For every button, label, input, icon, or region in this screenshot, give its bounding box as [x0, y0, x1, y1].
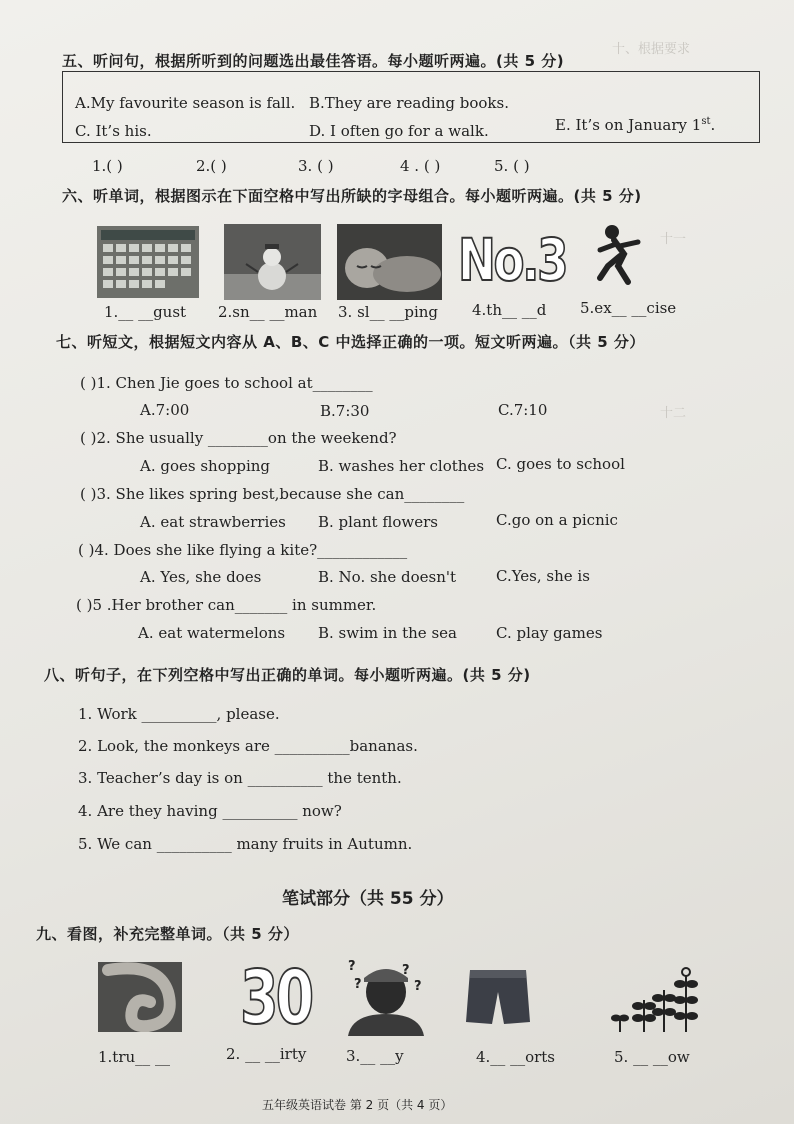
q5-option-a[interactable]: A. eat watermelons: [138, 624, 286, 642]
option-e: E. It’s on January 1st.: [555, 116, 716, 134]
section8-title: 八、听句子，在下列空格中写出正确的单词。每小题听两遍。(共 5 分): [44, 666, 531, 684]
q1-option-a[interactable]: A.7:00: [140, 401, 190, 419]
written-part-heading: 笔试部分（共 55 分）: [282, 889, 454, 909]
answer-blank-2[interactable]: 2.( ): [196, 157, 227, 175]
sentence-2[interactable]: 2. Look, the monkeys are __________bananas.: [78, 737, 418, 755]
snowman-image: [224, 224, 321, 300]
sentence-3[interactable]: 3. Teacher’s day is on __________ the tenth.: [78, 769, 402, 787]
word-blank-4[interactable]: 4.th__ __d: [472, 301, 547, 319]
sentence-4[interactable]: 4. Are they having __________ now?: [78, 802, 342, 820]
sleeping-baby-image: [337, 224, 442, 300]
svg-text:?: ?: [402, 963, 410, 978]
number-thirty-image: 30: [240, 955, 312, 1041]
q4-option-c[interactable]: C.Yes, she is: [496, 567, 590, 585]
answer-options-box: [62, 71, 760, 143]
section5-title: 五、听问句，根据所听到的问题选出最佳答语。每小题听两遍。(共 5 分): [62, 52, 565, 70]
question-5: ( )5 .Her brother can_______ in summer.: [76, 596, 377, 614]
exercise-runner-image: [590, 222, 650, 290]
q3-option-b[interactable]: B. plant flowers: [318, 513, 438, 531]
question-1: ( )1. Chen Jie goes to school at________: [80, 374, 373, 392]
answer-blank-5[interactable]: 5. ( ): [494, 157, 530, 175]
q3-option-a[interactable]: A. eat strawberries: [140, 513, 286, 531]
answer-blank-1[interactable]: 1.( ): [92, 157, 123, 175]
answer-blank-4[interactable]: 4 . ( ): [400, 157, 441, 175]
picture-word-5[interactable]: 5. __ __ow: [614, 1048, 690, 1066]
q4-option-b[interactable]: B. No. she doesn't: [318, 568, 457, 586]
q2-option-c[interactable]: C. goes to school: [496, 455, 625, 473]
calendar-image: [97, 226, 199, 298]
q2-option-b[interactable]: B. washes her clothes: [318, 457, 485, 475]
q3-option-c[interactable]: C.go on a picnic: [496, 511, 618, 529]
word-blank-2[interactable]: 2.sn__ __man: [218, 303, 318, 321]
number-three-image: No.3: [458, 226, 567, 294]
answer-blank-3[interactable]: 3. ( ): [298, 157, 334, 175]
option-b: B.They are reading books.: [309, 94, 509, 112]
svg-text:?: ?: [354, 977, 362, 992]
word-blank-3[interactable]: 3. sl__ __ping: [338, 303, 439, 321]
picture-word-3[interactable]: 3.__ __y: [346, 1047, 404, 1065]
sentence-1[interactable]: 1. Work __________, please.: [78, 705, 280, 723]
picture-word-4[interactable]: 4.__ __orts: [476, 1048, 556, 1066]
q5-option-c[interactable]: C. play games: [496, 624, 603, 642]
question-3: ( )3. She likes spring best,because she can________: [80, 485, 465, 503]
option-d: D. I often go for a walk.: [309, 122, 489, 140]
q4-option-a[interactable]: A. Yes, she does: [140, 568, 262, 586]
page-footer: 五年级英语试卷 第 2 页（共 4 页）: [262, 1098, 453, 1112]
question-4: ( )4. Does she like flying a kite?____________: [78, 541, 408, 559]
growing-plants-image: [608, 962, 698, 1034]
svg-text:?: ?: [414, 979, 422, 994]
option-c: C. It’s his.: [75, 122, 152, 140]
elephant-trunk-image: [98, 962, 182, 1032]
section6-title: 六、听单词，根据图示在下面空格中写出所缺的字母组合。每小题听两遍。(共 5 分): [62, 187, 642, 205]
sentence-5[interactable]: 5. We can __________ many fruits in Autumn.: [78, 835, 413, 853]
word-blank-1[interactable]: 1.__ __gust: [104, 303, 187, 321]
q1-option-b[interactable]: B.7:30: [320, 402, 370, 420]
picture-word-1[interactable]: 1.tru__ __: [98, 1048, 170, 1066]
question-2: ( )2. She usually ________on the weekend?: [80, 429, 397, 447]
shorts-image: [464, 966, 532, 1028]
option-a: A.My favourite season is fall.: [75, 94, 296, 112]
svg-text:?: ?: [348, 959, 356, 974]
section9-title: 九、看图，补充完整单词。（共 5 分）: [36, 925, 299, 943]
picture-word-2[interactable]: 2. __ __irty: [226, 1045, 307, 1063]
thinking-boy-image: [342, 956, 426, 1036]
word-blank-5[interactable]: 5.ex__ __cise: [580, 299, 677, 317]
section7-title: 七、听短文，根据短文内容从 A、B、C 中选择正确的一项。短文听两遍。（共 5 分）: [56, 333, 645, 351]
q2-option-a[interactable]: A. goes shopping: [140, 457, 270, 475]
exam-page: 十、根据要求 十一 十二 五、听问句，根据所听到的问题选出最佳答语。每小题听两遍。(共 5 分) A.My favourite season is fall. B.They are reading books. C. It’s his. D. I often go for a walk. E. It’s on January 1st. 1.( ) 2.( ) 3. ( ) 4 . ( ) 5. ( ) 六、听单词，根据图示在下面空格中写出所缺的字母组合。每小题听两遍。(共 5 分) No.3 1.__ __gust 2.sn__ __man 3. sl__ __ping 4.th__ __d 5.ex__ __cise 七、听短文，根据短文内容从 A、B、C 中选择正确的一项。短文听两遍。（共 5 分） ( )1. Chen Jie goes to school at________ A.7:00 B.7:30 C.7:10 ( )2. She usually ________on the weekend? A. goes shopping B. washes her clothes C. goes to school ( )3. She likes spring best,because she can________ A. eat strawberries B. plant flowers C.go on a picnic ( )4. Does she like flying a kite?____________ A. Yes, she does B. No. she doesn't C.Yes, she is ( )5 .Her brother can_______ in summer. A. eat watermelons B. swim in the sea C. play games 八、听句子，在下列空格中写出正确的单词。每小题听两遍。(共 5 分) 1. Work __________, please. 2. Look, the monkeys are __________bananas. 3. Teacher’s day is on __________ the tenth. 4. Are they having __________ now? 5. We can __________ many fruits in Autumn. 笔试部分（共 55 分） 九、看图，补充完整单词。（共 5 分） 30 ? ? ? ? 1.tru__ __ 2. __ __irty 3.__ __y 4.__ __orts 5. __ __ow 五年级英语试卷 第 2 页（共 4 页）: [0, 0, 794, 1124]
q1-option-c[interactable]: C.7:10: [498, 401, 548, 419]
q5-option-b[interactable]: B. swim in the sea: [318, 624, 457, 642]
